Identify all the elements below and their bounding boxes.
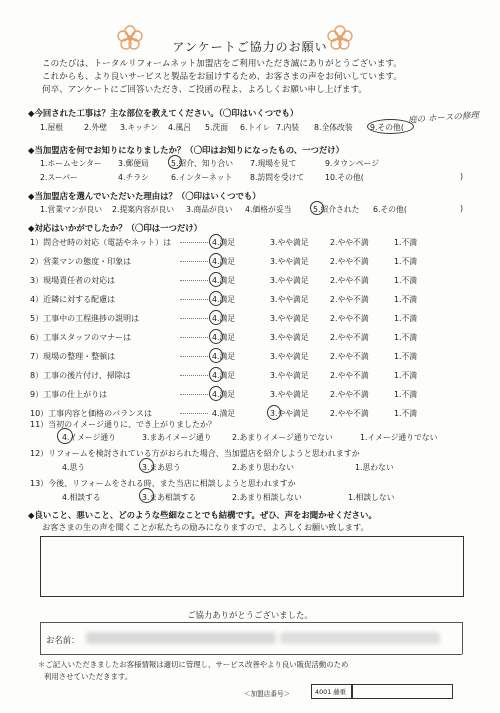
comments-prompt-1: ◆良いこと、悪いこと、どのような些細なことでも結構です。ぜひ、声をお聞かせください。 [28, 510, 377, 520]
q3-question: ◆当加盟店を選んでいただいた理由は？（〇印はいくつでも） [28, 191, 261, 201]
selection-circle [209, 348, 223, 363]
rating-option[interactable]: 3.やや満足 [270, 276, 309, 285]
rating-option[interactable]: 1.不満 [394, 409, 418, 418]
privacy-notice-2: 利用させていただきます。 [44, 672, 133, 681]
q1-option[interactable]: 6.トイレ [240, 123, 271, 132]
page-title: アンケートご協力のお願い [172, 40, 328, 54]
q13-option[interactable]: 1.相談しない [348, 493, 395, 502]
name-label: お名前： [46, 635, 80, 645]
q13-question: 13）今後、リフォームをされる時、また当店に相談しようと思われますか [30, 479, 296, 488]
q4-question: ◆対応はいかがでしたか？（〇印は一つだけ） [28, 223, 202, 233]
q11-option[interactable]: 3.まあイメージ通り [142, 433, 212, 442]
selection-circle [367, 119, 414, 134]
selection-circle [267, 405, 281, 420]
rating-option[interactable]: 4.満足 [212, 333, 236, 342]
selection-circle [168, 155, 182, 169]
q2-option[interactable]: 8.訪問を受けて [250, 173, 305, 182]
q13-option[interactable]: 3.まあ相談する [142, 493, 197, 502]
q2-option[interactable]: 2.スーパー [40, 173, 78, 182]
rating-option[interactable]: 4.満足 [212, 238, 236, 247]
member-number-value: 4001 藤重 [315, 688, 347, 696]
rating-item-label: 9）工事の仕上がりは [30, 390, 108, 399]
selection-circle [209, 367, 223, 382]
q3-option[interactable]: 6.その他( [373, 205, 407, 214]
rating-option[interactable]: 2.やや不満 [330, 295, 369, 304]
rating-item-label: 8）工事の後片付け、掃除は [30, 371, 131, 380]
q2-option[interactable]: 9.タウンページ [325, 159, 380, 168]
rating-option[interactable]: 2.やや不満 [330, 314, 369, 323]
rating-option[interactable]: 3.やや満足 [270, 295, 309, 304]
q3-option[interactable]: 5.紹介された [313, 205, 360, 214]
q2-question: ◆当加盟店を何でお知りになりましたか？（〇印はお知りになったもの、一つだけ） [28, 145, 344, 155]
selection-circle [209, 272, 223, 287]
rating-option[interactable]: 2.やや不満 [330, 390, 369, 399]
divider [462, 622, 463, 654]
q11-option[interactable]: 1.イメージ通りでない [360, 433, 438, 442]
selection-circle [139, 458, 154, 473]
selection-circle [57, 428, 73, 444]
divider [40, 622, 41, 654]
leader-dots [180, 337, 208, 338]
rating-option[interactable]: 2.やや不満 [330, 333, 369, 342]
intro-line-3: 何卒、アンケートにご回答いただき、ご投函の程よ、よろしくお願い申し上げます。 [42, 85, 368, 95]
q1-option[interactable]: 1.屋根 [40, 123, 64, 132]
rating-option[interactable]: 2.やや不満 [330, 409, 369, 418]
q1-option[interactable]: 7.内装 [276, 123, 300, 132]
q3-option[interactable]: 2.提案内容が良い [112, 205, 175, 214]
rating-option[interactable]: 3.やや満足 [270, 371, 309, 380]
rating-option[interactable]: 4.満足 [212, 295, 236, 304]
rating-option[interactable]: 1.不満 [394, 371, 418, 380]
rating-option[interactable]: 4.満足 [212, 276, 236, 285]
member-number-extra [351, 684, 453, 699]
redacted-name [280, 632, 440, 644]
comments-prompt-2: お客さまの生の声を聞くことが私たちの励みになりますので、よろしくお願い致します。 [42, 522, 369, 532]
divider [40, 622, 462, 623]
q12-option[interactable]: 1.思わない [355, 463, 394, 472]
thanks-text: ご協力ありがとうございました。 [187, 610, 313, 620]
q1-option[interactable]: 8.全体改装 [314, 123, 353, 132]
selection-circle [310, 201, 324, 215]
rating-option[interactable]: 2.やや不満 [330, 371, 369, 380]
redacted-name [86, 632, 276, 644]
intro-line-2: これからも、より良いサービスと製品をお届けするため、お客さまの声をお伺いしています。 [42, 72, 402, 82]
q1-question: ◆今回された工事は？主な部位を教えてください。（〇印はいくつでも） [28, 108, 299, 118]
q2-option[interactable]: 1.ホームセンター [40, 159, 102, 168]
q2-option-close: ) [460, 172, 464, 181]
rating-option[interactable]: 1.不満 [394, 257, 418, 266]
leader-dots [180, 299, 208, 300]
leader-dots [180, 261, 208, 262]
rating-option[interactable]: 3.やや満足 [270, 352, 309, 361]
leader-dots [180, 242, 208, 243]
rating-option[interactable]: 1.不満 [394, 352, 418, 361]
leader-dots [180, 318, 208, 319]
rating-option[interactable]: 2.やや不満 [330, 276, 369, 285]
q11-option[interactable]: 2.あまりイメージ通りでない [232, 433, 333, 442]
q13-option[interactable]: 2.あまり相談しない [232, 493, 302, 502]
q12-option[interactable]: 2.あまり思わない [232, 463, 295, 472]
rating-option[interactable]: 2.やや不満 [330, 352, 369, 361]
q11-option[interactable]: 4.イメージ通り [62, 433, 116, 442]
rating-option[interactable]: 1.不満 [394, 333, 418, 342]
q1-option[interactable]: 4.風呂 [168, 123, 192, 132]
rating-option[interactable]: 4.満足 [212, 409, 236, 418]
rating-item-label: 6）工事スタッフのマナーは [30, 333, 132, 342]
q3-option-close: ) [460, 204, 464, 213]
rating-option[interactable]: 3.やや満足 [270, 238, 309, 247]
q12-option[interactable]: 3.まあ思う [142, 463, 181, 472]
q3-option[interactable]: 1.営業マンが良い [40, 205, 103, 214]
leader-dots [180, 394, 208, 395]
rating-item-label: 3）現場責任者の対応は [30, 276, 116, 285]
selection-circle [209, 234, 223, 249]
q12-option[interactable]: 4.思う [62, 463, 86, 472]
leader-dots [180, 413, 208, 414]
divider [40, 654, 462, 655]
leader-dots [180, 280, 208, 281]
rating-option[interactable]: 1.不満 [394, 314, 418, 323]
rating-option[interactable]: 3.やや満足 [270, 314, 309, 323]
q2-option[interactable]: 3.郵便局 [118, 159, 149, 168]
intro-line-1: このたびは、トータルリフォームネット加盟店をご利用いただき誠にありがとうございます。 [42, 59, 402, 69]
selection-circle [209, 386, 223, 401]
q13-option[interactable]: 4.相談する [62, 493, 101, 502]
rating-option[interactable]: 4.満足 [212, 371, 236, 380]
rating-option[interactable]: 3.やや満足 [270, 390, 309, 399]
q2-option[interactable]: 7.現場を見て [250, 159, 297, 168]
rating-option[interactable]: 3.やや満足 [270, 333, 309, 342]
q1-option[interactable]: 9.その他( [370, 123, 404, 132]
rating-option[interactable]: 1.不満 [394, 390, 418, 399]
selection-circle [209, 291, 223, 306]
rating-option[interactable]: 2.やや不満 [330, 257, 369, 266]
rating-option[interactable]: 1.不満 [394, 238, 418, 247]
member-number-label: ＜加盟店番号＞ [244, 690, 291, 698]
rating-item-label: 1）問合せ時の対応（電話やネット）は [30, 238, 172, 247]
rating-option[interactable]: 1.不満 [394, 276, 418, 285]
selection-circle [209, 310, 223, 325]
q1-option[interactable]: 2.外壁 [84, 123, 108, 132]
rating-option[interactable]: 4.満足 [212, 352, 236, 361]
comments-box[interactable] [40, 536, 464, 597]
q11-question: 11）当初のイメージ通りに、でき上がりましたか？ [30, 420, 216, 429]
rating-item-label: 4）近隣に対する配慮は [30, 295, 116, 304]
rating-option[interactable]: 4.満足 [212, 257, 236, 266]
rating-option[interactable]: 4.満足 [212, 314, 236, 323]
q12-question: 12）リフォームを検討されている方がおられた場合、当加盟店を紹介しようと思われますか [30, 449, 360, 458]
q2-option[interactable]: 10.その他( [325, 173, 364, 182]
leader-dots [180, 375, 208, 376]
rating-item-label: 7）現場の整理・整頓は [30, 352, 116, 361]
rating-item-label: 10）工事内容と価格のバランスは [30, 409, 152, 418]
handwritten-note: 庭の ホースの修理 [407, 110, 480, 126]
rating-option[interactable]: 2.やや不満 [330, 238, 369, 247]
q3-option[interactable]: 3.商品が良い [186, 205, 233, 214]
q2-option[interactable]: 4.チラシ [118, 173, 149, 182]
q1-option[interactable]: 5.洗面 [205, 123, 229, 132]
rating-item-label: 2）営業マンの態度・印象は [30, 257, 132, 266]
rating-option[interactable]: 1.不満 [394, 295, 418, 304]
rating-option[interactable]: 3.やや満足 [270, 409, 309, 418]
q1-option[interactable]: 3.キッチン [120, 123, 159, 132]
q2-option[interactable]: 5.紹介、知り合い [171, 159, 234, 168]
selection-circle [209, 253, 223, 268]
selection-circle [209, 329, 223, 344]
rating-item-label: 5）工事中の工程進捗の説明は [30, 314, 140, 323]
privacy-notice-1: ＊ご記入いただきましたお客様情報は適切に管理し、サービス改善やより良い販促活動のため [38, 660, 349, 669]
rating-option[interactable]: 3.やや満足 [270, 257, 309, 266]
selection-circle [139, 488, 154, 503]
rating-option[interactable]: 4.満足 [212, 390, 236, 399]
leader-dots [180, 356, 208, 357]
q2-option[interactable]: 6.インターネット [171, 173, 233, 182]
q3-option[interactable]: 4.価格が妥当 [245, 205, 292, 214]
